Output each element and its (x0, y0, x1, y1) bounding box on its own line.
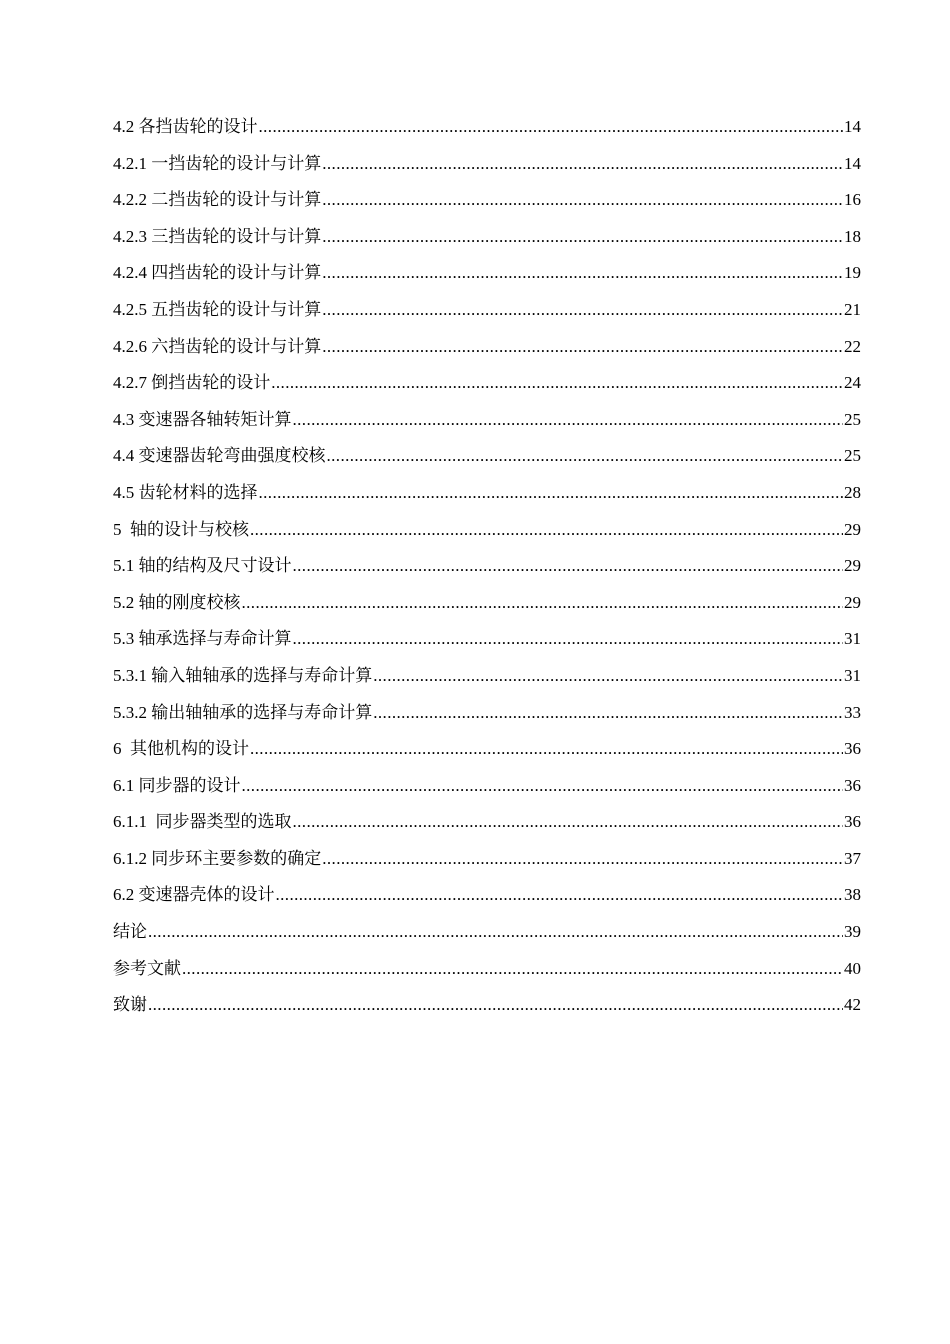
toc-entry-page: 36 (844, 812, 861, 832)
toc-dot-leader (259, 475, 844, 512)
toc-entry-title: 结论 (113, 922, 147, 942)
toc-entry-title: 5.3.2 输出轴轴承的选择与寿命计算 (113, 702, 373, 722)
toc-entry-title: 4.2.7 倒挡齿轮的设计 (113, 373, 271, 393)
table-of-contents (113, 109, 861, 1024)
toc-entry-page: 31 (844, 629, 861, 649)
toc-entry-page: 29 (844, 592, 861, 612)
toc-entry[interactable] (113, 402, 861, 439)
toc-dot-leader (293, 804, 844, 841)
toc-entry-title: 5.3 轴承选择与寿命计算 (113, 629, 292, 649)
toc-dot-leader (322, 255, 843, 292)
toc-entry-title: 4.2.4 四挡齿轮的设计与计算 (113, 263, 322, 283)
toc-entry[interactable] (113, 365, 861, 402)
toc-dot-leader (250, 731, 843, 768)
toc-dot-leader (322, 219, 843, 256)
toc-dot-leader (373, 695, 843, 732)
toc-entry-page: 40 (844, 958, 861, 978)
toc-entry-page: 22 (844, 336, 861, 356)
toc-entry-page: 29 (844, 556, 861, 576)
toc-entry-page: 36 (844, 775, 861, 795)
toc-entry-title: 4.5 齿轮材料的选择 (113, 482, 258, 502)
toc-entry-title: 6.1.2 同步环主要参数的确定 (113, 848, 322, 868)
toc-dot-leader (322, 329, 843, 366)
toc-dot-leader (242, 768, 844, 805)
toc-dot-leader (182, 951, 843, 988)
toc-entry[interactable] (113, 329, 861, 366)
toc-entry[interactable] (113, 621, 861, 658)
toc-entry-page: 19 (844, 263, 861, 283)
toc-entry-title: 6.1.1 同步器类型的选取 (113, 812, 292, 832)
toc-entry-title: 6.2 变速器壳体的设计 (113, 885, 275, 905)
toc-entry-title: 4.4 变速器齿轮弯曲强度校核 (113, 446, 326, 466)
toc-dot-leader (322, 146, 843, 183)
toc-entry-title: 致谢 (113, 995, 147, 1015)
toc-entry[interactable] (113, 914, 861, 951)
toc-dot-leader (373, 658, 843, 695)
toc-entry[interactable] (113, 877, 861, 914)
toc-entry[interactable] (113, 182, 861, 219)
toc-entry-title: 4.3 变速器各轴转矩计算 (113, 409, 292, 429)
toc-dot-leader (322, 841, 843, 878)
toc-dot-leader (293, 402, 844, 439)
toc-dot-leader (293, 548, 844, 585)
toc-entry[interactable] (113, 804, 861, 841)
toc-dot-leader (148, 914, 843, 951)
toc-entry-title: 4.2.5 五挡齿轮的设计与计算 (113, 299, 322, 319)
toc-entry[interactable] (113, 987, 861, 1024)
toc-entry-page: 37 (844, 848, 861, 868)
toc-entry-page: 31 (844, 665, 861, 685)
toc-dot-leader (322, 292, 843, 329)
toc-entry-title: 5.3.1 输入轴轴承的选择与寿命计算 (113, 665, 373, 685)
toc-entry[interactable] (113, 219, 861, 256)
toc-entry[interactable] (113, 548, 861, 585)
toc-entry[interactable] (113, 255, 861, 292)
toc-entry-title: 4.2.6 六挡齿轮的设计与计算 (113, 336, 322, 356)
toc-entry[interactable] (113, 658, 861, 695)
toc-dot-leader (322, 182, 843, 219)
toc-entry[interactable] (113, 585, 861, 622)
toc-dot-leader (148, 987, 843, 1024)
toc-entry[interactable] (113, 475, 861, 512)
toc-entry[interactable] (113, 438, 861, 475)
toc-entry-title: 5.2 轴的刚度校核 (113, 592, 241, 612)
toc-entry[interactable] (113, 951, 861, 988)
toc-entry-title: 6 其他机构的设计 (113, 739, 249, 759)
toc-entry-title: 5 轴的设计与校核 (113, 519, 249, 539)
toc-entry-page: 14 (844, 153, 861, 173)
toc-entry-page: 42 (844, 995, 861, 1015)
toc-entry-title: 4.2 各挡齿轮的设计 (113, 117, 258, 136)
toc-entry-page: 33 (844, 702, 861, 722)
toc-entry-page: 21 (844, 299, 861, 319)
toc-entry-title: 参考文献 (113, 958, 181, 978)
toc-dot-leader (327, 438, 844, 475)
toc-entry-title: 4.2.1 一挡齿轮的设计与计算 (113, 153, 322, 173)
toc-dot-leader (276, 877, 844, 914)
toc-entry-page: 36 (844, 739, 861, 759)
toc-entry-page: 39 (844, 922, 861, 942)
toc-dot-leader (259, 109, 844, 146)
toc-entry-title: 6.1 同步器的设计 (113, 775, 241, 795)
toc-entry-page: 24 (844, 373, 861, 393)
toc-dot-leader (250, 512, 843, 549)
toc-entry-title: 4.2.3 三挡齿轮的设计与计算 (113, 226, 322, 246)
toc-entry[interactable] (113, 292, 861, 329)
toc-entry[interactable] (113, 146, 861, 183)
toc-entry-page: 29 (844, 519, 861, 539)
toc-entry[interactable] (113, 512, 861, 549)
toc-entry-page: 38 (844, 885, 861, 905)
toc-entry-page: 25 (844, 446, 861, 466)
toc-dot-leader (293, 621, 844, 658)
toc-entry-page: 14 (844, 117, 861, 136)
toc-entry[interactable] (113, 841, 861, 878)
toc-entry[interactable] (113, 109, 861, 146)
toc-dot-leader (271, 365, 843, 402)
toc-entry[interactable] (113, 731, 861, 768)
toc-entry-page: 25 (844, 409, 861, 429)
toc-dot-leader (242, 585, 844, 622)
toc-entry-title: 5.1 轴的结构及尺寸设计 (113, 556, 292, 576)
toc-entry-page: 16 (844, 190, 861, 210)
toc-entry-page: 18 (844, 226, 861, 246)
toc-entry[interactable] (113, 695, 861, 732)
toc-entry-title: 4.2.2 二挡齿轮的设计与计算 (113, 190, 322, 210)
toc-entry[interactable] (113, 768, 861, 805)
toc-entry-page: 28 (844, 482, 861, 502)
